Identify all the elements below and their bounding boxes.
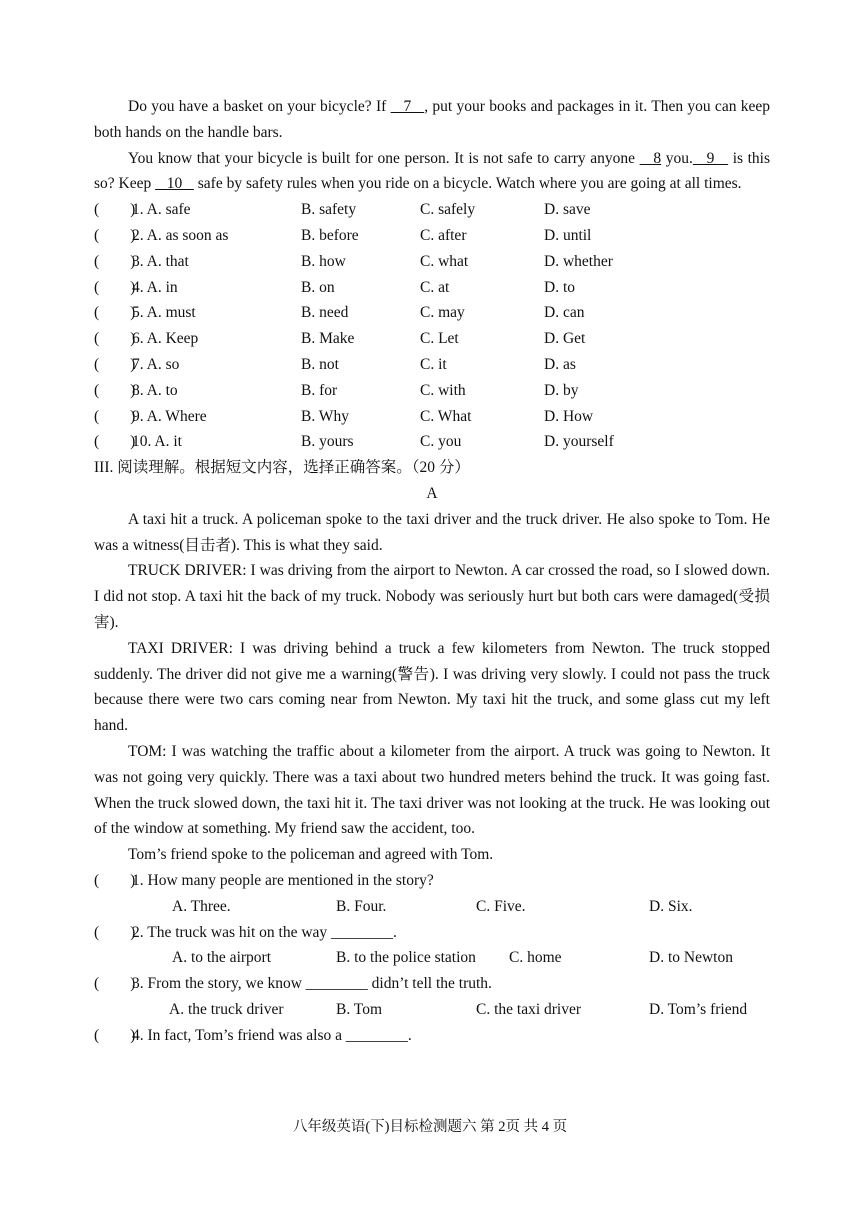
answer-paren: ( ) (94, 330, 136, 348)
answer-paren: ( ) (94, 201, 136, 219)
text: Do you have a basket on your bicycle? If (128, 98, 391, 115)
answer-paren: ( ) (94, 407, 136, 425)
text: is this so? Keep (94, 149, 771, 193)
option-d: D. by (544, 381, 579, 399)
blank-7: 7 (390, 98, 425, 115)
option-a: 9. A. Where (132, 407, 207, 425)
option-row (94, 197, 770, 223)
option-d: D. as (544, 355, 576, 373)
option-b: B. safety (301, 201, 357, 219)
page-content (94, 94, 770, 1048)
text: you. (661, 149, 693, 167)
option-b: B. how (301, 252, 346, 270)
option-b: B. to the police station (336, 949, 476, 967)
option-b: B. need (301, 304, 349, 322)
option-b: B. Four. (336, 897, 387, 915)
option-d: D. Tom’s friend (649, 1000, 748, 1018)
option-b: B. before (301, 226, 359, 244)
option-a: 2. A. as soon as (132, 226, 229, 244)
option-row (94, 429, 770, 455)
option-d: D. to (544, 278, 575, 296)
option-d: D. until (544, 226, 592, 244)
reading-paragraph: TAXI DRIVER: I was driving behind a truck a few kilometers from Newton. The truck stopped suddenly. The driver did not give me a warning(警告). I was driving very slowly. I could not pass the truck because there were two cars coming near from Newton. My taxi hit the truck, and some glass cut my left hand. (94, 639, 770, 735)
option-a: A. the truck driver (169, 1000, 284, 1018)
question-stem (94, 971, 770, 997)
option-row (94, 275, 770, 301)
answer-paren: ( ) (94, 975, 136, 993)
option-c: C. what (420, 252, 469, 270)
option-b: B. Why (301, 407, 349, 425)
answer-paren: ( ) (94, 923, 136, 941)
option-a: 10. A. it (132, 433, 182, 451)
option-d: D. to Newton (649, 949, 733, 967)
reading-paragraph: A taxi hit a truck. A policeman spoke to the taxi driver and the truck driver. He also spoke to Tom. He was a witness(目击者). This is what they said. (94, 510, 770, 554)
option-d: D. save (544, 201, 591, 219)
option-d: D. Six. (649, 897, 693, 915)
option-c: C. the taxi driver (476, 1000, 582, 1018)
option-d: D. yourself (544, 433, 614, 451)
text: , put your books and packages in it. Then you can keep both hands on the handle bars. (94, 98, 771, 141)
question-text: 1. How many people are mentioned in the story? (132, 871, 434, 889)
question-stem (94, 868, 770, 894)
answer-paren: ( ) (94, 252, 136, 270)
answer-paren: ( ) (94, 304, 136, 322)
option-a: 5. A. must (132, 304, 196, 322)
option-b: B. for (301, 381, 338, 399)
reading-paragraph: TOM: I was watching the traffic about a kilometer from the airport. A truck was going to Newton. It was not going very quickly. There was a taxi about two hundred meters behind the truck. It was going fast. When the truck slowed down, the taxi hit it. The taxi driver was not looking at the truck. He was looking out of the window at something. My friend saw the accident, too. (94, 742, 770, 838)
option-a: 3. A. that (132, 252, 189, 270)
answer-paren: ( ) (94, 433, 136, 451)
option-c: C. Five. (476, 897, 526, 915)
answer-paren: ( ) (94, 871, 136, 889)
passage-paragraph (94, 94, 770, 146)
option-c: C. What (420, 407, 472, 425)
answer-options (94, 997, 770, 1023)
option-c: C. with (420, 381, 466, 399)
option-a: 8. A. to (132, 381, 178, 399)
option-c: C. home (509, 949, 562, 967)
option-a: 4. A. in (132, 278, 178, 296)
question-stem (94, 920, 770, 946)
reading-paragraph: Tom’s friend spoke to the policeman and agreed with Tom. (128, 846, 494, 864)
option-b: B. yours (301, 433, 354, 451)
reading-paragraph: TRUCK DRIVER: I was driving from the airport to Newton. A car crossed the road, so I slowed down. I did not stop. A taxi hit the back of my truck. Nobody was seriously hurt but both cars were damaged(受损害). (94, 562, 770, 631)
option-c: C. Let (420, 330, 459, 348)
blank-9: 9 (692, 149, 729, 167)
option-c: C. you (420, 433, 462, 451)
option-row (94, 249, 770, 275)
section-title: III. 阅读理解。根据短文内容，选择正确答案。（20 分） (94, 459, 470, 477)
option-d: D. Get (544, 330, 586, 348)
question-text: 3. From the story, we know ________ didn’t tell the truth. (132, 975, 492, 993)
passage-paragraph (94, 146, 770, 198)
text: You know that your bicycle is built for one person. It is not safe to carry anyone (128, 149, 640, 167)
answer-paren: ( ) (94, 381, 136, 399)
blank-8: 8 (639, 149, 662, 167)
page-footer: 八年级英语(下)目标检测题六 第 2页 共 4 页 (292, 1119, 568, 1135)
answer-paren: ( ) (94, 1026, 136, 1044)
option-c: C. safely (420, 201, 476, 219)
option-a: 1. A. safe (132, 201, 191, 219)
option-a: 6. A. Keep (132, 330, 199, 348)
option-row (94, 378, 770, 404)
option-c: C. at (420, 278, 450, 296)
answer-paren: ( ) (94, 226, 136, 244)
option-b: B. not (301, 355, 339, 373)
option-a: A. Three. (172, 897, 231, 915)
question-stem (94, 1023, 770, 1049)
option-b: B. Make (301, 330, 355, 348)
option-d: D. can (544, 304, 585, 322)
option-a: 7. A. so (132, 355, 180, 373)
option-row (94, 300, 770, 326)
option-row (94, 326, 770, 352)
option-row (94, 352, 770, 378)
answer-options (94, 945, 770, 971)
option-b: B. on (301, 278, 335, 296)
option-row (94, 223, 770, 249)
text: safe by safety rules when you ride on a bicycle. Watch where you are going at all times. (193, 175, 742, 193)
option-c: C. after (420, 226, 467, 244)
option-c: C. may (420, 304, 465, 322)
option-d: D. whether (544, 252, 613, 270)
option-c: C. it (420, 355, 447, 373)
questions (94, 868, 770, 1049)
blank-10: 10 (155, 175, 194, 193)
question-text: 4. In fact, Tom’s friend was also a ________. (132, 1026, 412, 1044)
option-a: A. to the airport (172, 949, 272, 967)
cloze-options (94, 197, 770, 455)
answer-paren: ( ) (94, 355, 136, 373)
option-d: D. How (544, 407, 594, 425)
answer-paren: ( ) (94, 278, 136, 296)
option-row (94, 404, 770, 430)
question-text: 2. The truck was hit on the way ________. (132, 923, 397, 941)
passage-label: A (426, 484, 438, 502)
option-b: B. Tom (336, 1000, 383, 1018)
answer-options (94, 894, 770, 920)
